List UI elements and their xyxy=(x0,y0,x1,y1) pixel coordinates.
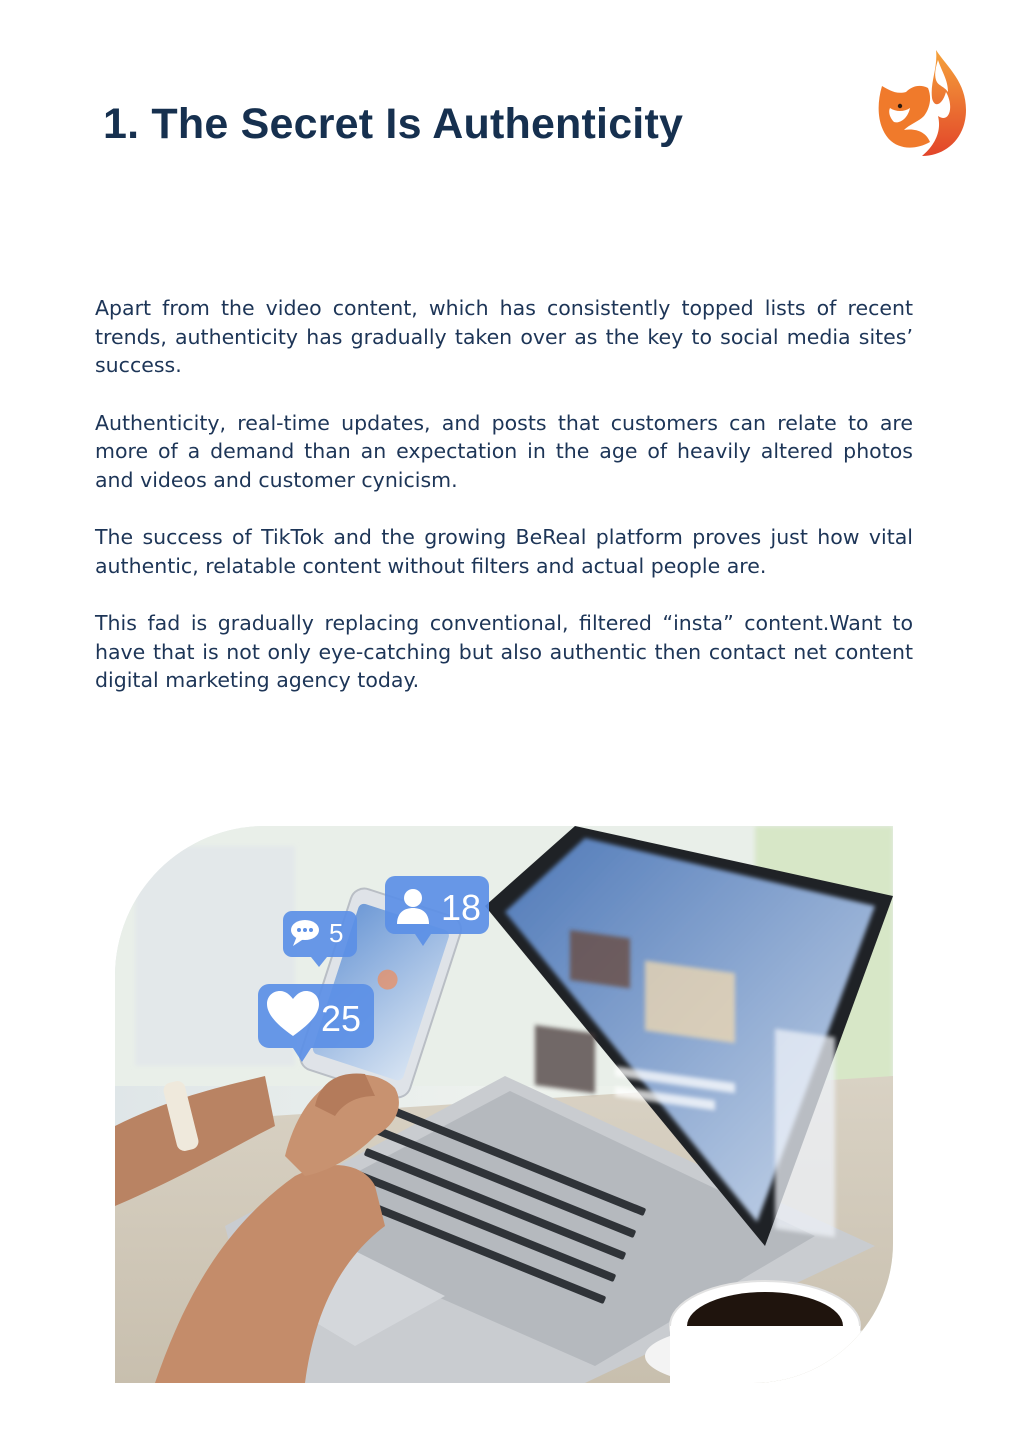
likes-count: 25 xyxy=(321,998,362,1039)
followers-count: 18 xyxy=(441,887,482,928)
comments-count: 5 xyxy=(329,918,344,948)
paragraph: Apart from the video content, which has consistently topped lists of recent trends, authenticity has gradually taken over as the key to social media sites’ success. xyxy=(95,296,913,377)
page-title: 1. The Secret Is Authenticity xyxy=(103,100,684,148)
paragraph: Authenticity, real-time updates, and posts that customers can relate to are more of a demand than an expectation in the age of heavily altered photos and videos and customer cynicism. xyxy=(95,410,913,492)
likes-badge xyxy=(258,984,374,1062)
fox-flame-logo xyxy=(876,46,968,158)
laptop-photo xyxy=(115,826,893,1383)
paragraph: This fad is gradually replacing conventional, filtered “insta” content.Want to have that is not only eye-catching but also authentic then contact net content digital marketing agency today. xyxy=(95,611,913,692)
followers-badge xyxy=(385,876,489,946)
body-text xyxy=(95,294,913,724)
paragraph: The success of TikTok and the growing BeReal platform proves just how vital authentic, relatable content without filters and actual people are. xyxy=(95,525,913,578)
comments-badge xyxy=(283,911,357,967)
